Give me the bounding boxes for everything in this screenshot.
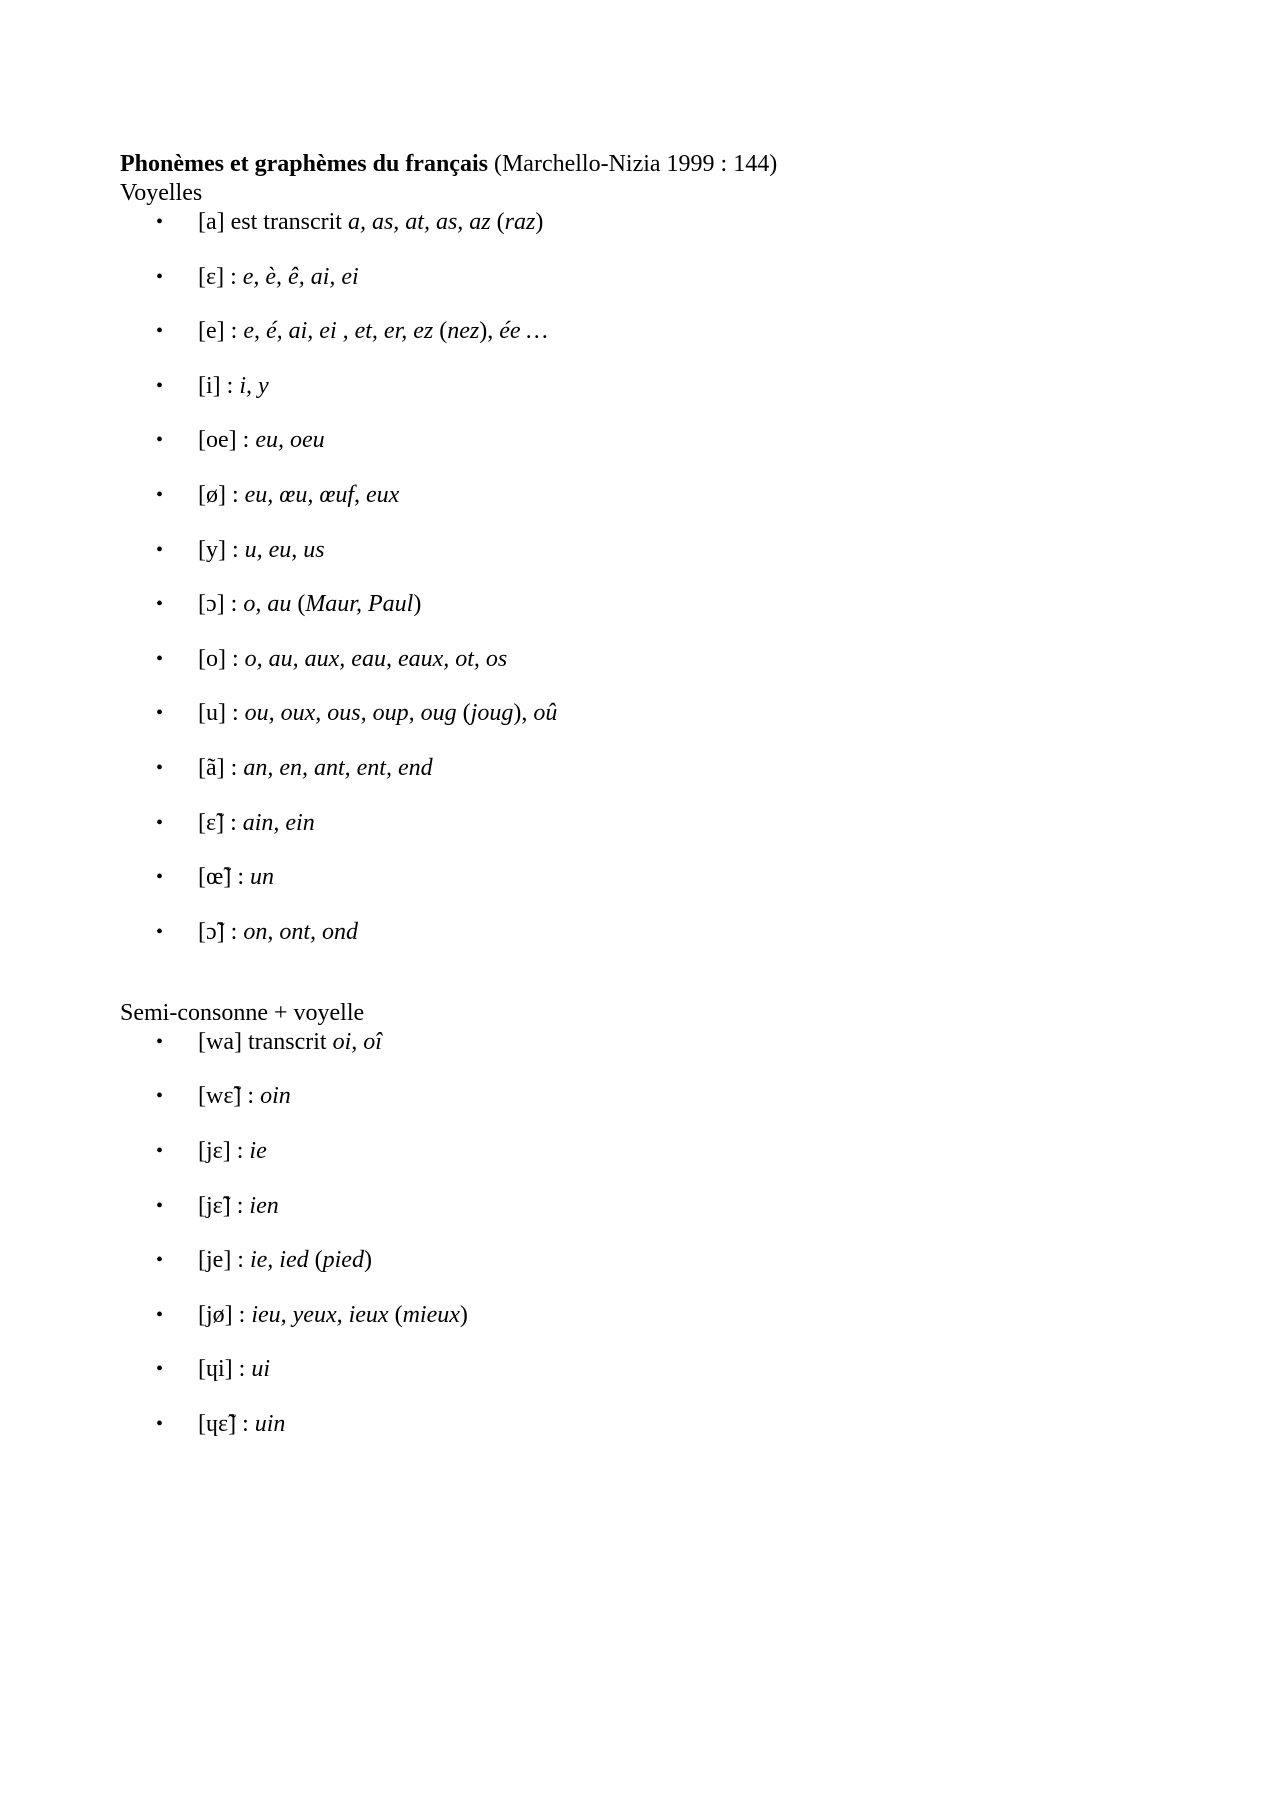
list-item	[120, 1192, 1160, 1221]
grapheme-text: on, ont, ond	[243, 918, 358, 945]
grapheme-text: ain, ein	[242, 809, 315, 836]
bullet-icon: •	[156, 920, 164, 943]
grapheme-text: ie, ied	[249, 1247, 309, 1274]
phoneme-text: )	[363, 1247, 372, 1274]
phoneme-text: [ɔ] :	[198, 591, 244, 618]
grapheme-text: un	[249, 864, 274, 891]
list-item	[120, 1301, 1160, 1330]
bullet-icon: •	[156, 265, 164, 288]
list-item	[120, 1137, 1160, 1166]
grapheme-text: o, au	[243, 591, 292, 618]
grapheme-text: ui	[251, 1356, 270, 1383]
list-item	[120, 754, 1160, 783]
list-item	[120, 1028, 1160, 1057]
bullet-icon: •	[156, 538, 164, 561]
bullet-icon: •	[156, 1249, 164, 1272]
title-text: Phonèmes et graphèmes du français	[120, 151, 488, 177]
bullet-icon: •	[156, 1358, 164, 1381]
phoneme-text: [ɛ] :	[198, 263, 243, 290]
document-title	[120, 150, 1160, 179]
section-spacer	[120, 947, 1160, 999]
list-item	[120, 1246, 1160, 1275]
title-reference: (Marchello-Nizia 1999 : 144)	[487, 151, 778, 177]
phoneme-text: [ɔ̃] :	[198, 918, 244, 945]
phoneme-text: [ɛ̃] :	[198, 809, 243, 836]
list-item	[120, 426, 1160, 455]
list-item	[120, 1082, 1160, 1111]
grapheme-text: oin	[260, 1083, 291, 1110]
bullet-icon: •	[156, 1194, 164, 1217]
phoneme-text: [i] :	[198, 372, 240, 399]
list-item	[120, 1355, 1160, 1384]
bullet-icon: •	[156, 1139, 164, 1162]
grapheme-text: oû	[533, 700, 558, 727]
phoneme-text: [oe] :	[198, 427, 256, 454]
bullet-icon: •	[156, 811, 164, 834]
section-heading-semivowels: Semi-consonne + voyelle	[120, 999, 365, 1026]
list-item	[120, 699, 1160, 728]
list-item	[120, 590, 1160, 619]
grapheme-text: ée …	[499, 318, 548, 345]
phoneme-text: [œ̃] :	[198, 864, 250, 891]
list-item	[120, 372, 1160, 401]
list-item	[120, 918, 1160, 947]
bullet-icon: •	[156, 429, 164, 452]
bullet-icon: •	[156, 1412, 164, 1435]
grapheme-text: a, as, at, as, az	[347, 209, 491, 235]
grapheme-text: eu, oeu	[255, 427, 325, 454]
bullet-icon: •	[156, 702, 164, 725]
phoneme-text: [e] :	[198, 318, 244, 345]
grapheme-text: oi, oî	[332, 1028, 382, 1055]
phoneme-text: (	[388, 1301, 403, 1328]
bullet-icon: •	[156, 1085, 164, 1108]
grapheme-text: uin	[254, 1410, 286, 1437]
grapheme-text: ieu, yeux, ieux	[251, 1301, 389, 1328]
grapheme-text: mieux	[402, 1301, 460, 1328]
bullet-icon: •	[156, 1303, 164, 1326]
phoneme-text: )	[535, 209, 544, 235]
bullet-icon: •	[156, 756, 164, 779]
grapheme-text: u, eu, us	[244, 536, 325, 563]
phoneme-text: )	[413, 591, 422, 618]
bullet-icon: •	[156, 866, 164, 889]
grapheme-text: eu, œu, œuf, eux	[244, 481, 400, 508]
phoneme-text: [ã] :	[198, 754, 244, 781]
grapheme-text: e, é, ai, ei , et, er, ez	[243, 318, 434, 345]
phoneme-text: (	[490, 209, 505, 235]
grapheme-text: ou, oux, ous, oup, oug	[244, 700, 457, 727]
list-item	[120, 863, 1160, 892]
list-item	[120, 263, 1160, 292]
phoneme-text: ),	[479, 318, 500, 345]
list-item	[120, 1410, 1160, 1439]
phoneme-text: [ɥɛ̃] :	[198, 1410, 255, 1437]
phoneme-text: [jø] :	[198, 1301, 252, 1328]
grapheme-text: raz	[504, 209, 536, 235]
grapheme-text: Maur, Paul	[305, 591, 414, 618]
grapheme-text: ie	[249, 1137, 267, 1164]
vowel-list	[120, 208, 1160, 947]
grapheme-text: o, au, aux, eau, eaux, ot, os	[244, 645, 508, 672]
phoneme-text: [o] :	[198, 645, 245, 672]
phoneme-text: (	[433, 318, 448, 345]
phoneme-text: [wa] transcrit	[198, 1028, 333, 1055]
bullet-icon: •	[156, 647, 164, 670]
list-item	[120, 208, 1160, 237]
bullet-icon: •	[156, 483, 164, 506]
phoneme-text: [u] :	[198, 700, 245, 727]
list-item	[120, 809, 1160, 838]
phoneme-text: [je] :	[198, 1247, 250, 1274]
section-heading-vowels: Voyelles	[120, 180, 203, 206]
grapheme-text: an, en, ant, ent, end	[243, 754, 433, 781]
phoneme-text: [a] est transcrit	[198, 209, 348, 235]
phoneme-text: )	[459, 1301, 468, 1328]
phoneme-text: [jɛ̃] :	[198, 1192, 250, 1219]
bullet-icon: •	[156, 1030, 164, 1053]
semivowel-list	[120, 1028, 1160, 1439]
grapheme-text: ien	[249, 1192, 279, 1219]
list-item	[120, 317, 1160, 346]
phoneme-text: (	[291, 591, 306, 618]
phoneme-text: (	[308, 1247, 323, 1274]
phoneme-text: [wɛ̃] :	[198, 1083, 261, 1110]
bullet-icon: •	[156, 374, 164, 397]
phoneme-text: [y] :	[198, 536, 245, 563]
grapheme-text: e, è, ê, ai, ei	[242, 263, 359, 290]
bullet-icon: •	[156, 593, 164, 616]
bullet-icon: •	[156, 211, 164, 233]
phoneme-text: ),	[513, 700, 534, 727]
grapheme-text: pied	[322, 1247, 364, 1274]
bullet-icon: •	[156, 320, 164, 343]
grapheme-text: joug	[470, 700, 514, 727]
grapheme-text: nez	[447, 318, 480, 345]
list-item	[120, 645, 1160, 674]
phoneme-text: [ɥi] :	[198, 1356, 252, 1383]
grapheme-text: i, y	[239, 372, 269, 399]
phoneme-text: (	[456, 700, 471, 727]
list-item	[120, 536, 1160, 565]
phoneme-text: [jɛ] :	[198, 1137, 250, 1164]
phoneme-text: [ø] :	[198, 481, 245, 508]
list-item	[120, 481, 1160, 510]
document-page	[120, 150, 1160, 1439]
